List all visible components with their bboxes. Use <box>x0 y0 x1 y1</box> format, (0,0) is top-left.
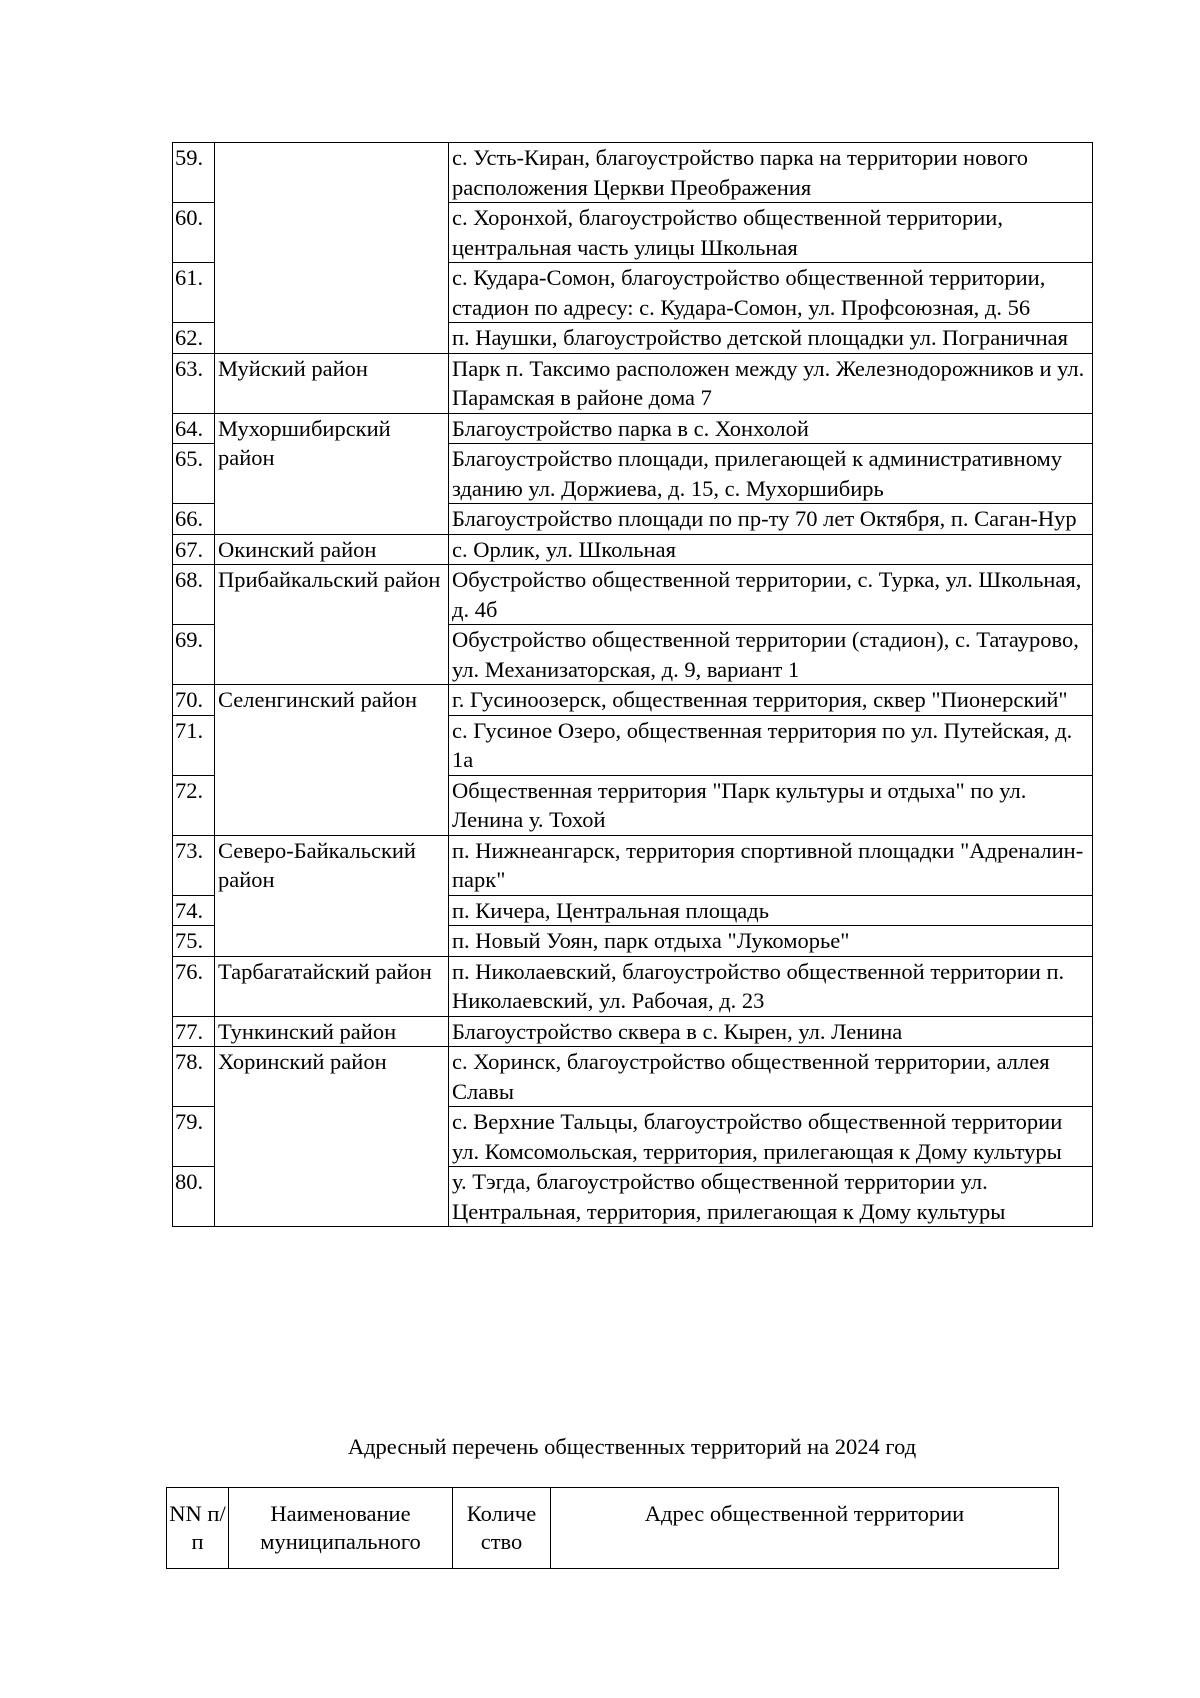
address-cell: Благоустройство парка в с. Хонхолой <box>449 413 1093 444</box>
row-number: 71. <box>173 715 215 775</box>
header-number: NN п/п <box>167 1488 229 1569</box>
table-row <box>173 1016 1093 1047</box>
table-row <box>173 1047 1093 1107</box>
row-number: 76. <box>173 956 215 1016</box>
address-cell: с. Орлик, ул. Школьная <box>449 534 1093 565</box>
row-number: 68. <box>173 565 215 625</box>
section-heading: Адресный перечень общественных территорий на 2024 год <box>347 1434 917 1459</box>
address-cell: с. Усть-Киран, благоустройство парка на территории нового расположения Церкви Преображения <box>449 143 1093 203</box>
table-header-row <box>167 1488 1059 1569</box>
header-municipality: Наименование муниципального <box>229 1488 453 1569</box>
row-number: 67. <box>173 534 215 565</box>
district-cell: Окинский район <box>215 534 449 565</box>
row-number: 80. <box>173 1167 215 1227</box>
table-row <box>173 835 1093 895</box>
row-number: 63. <box>173 353 215 413</box>
row-number: 69. <box>173 625 215 685</box>
district-cell: Муйский район <box>215 353 449 413</box>
territories-2024-table <box>166 1487 1059 1569</box>
address-cell: Благоустройство сквера в с. Кырен, ул. Ленина <box>449 1016 1093 1047</box>
address-cell: Благоустройство площади, прилегающей к административному зданию ул. Доржиева, д. 15, с. Мухоршибирь <box>449 444 1093 504</box>
address-cell: Обустройство общественной территории (стадион), с. Татаурово, ул. Механизаторская, д. 9, вариант 1 <box>449 625 1093 685</box>
row-number: 70. <box>173 685 215 716</box>
district-cell: Северо-Байкальский район <box>215 835 449 956</box>
table-row <box>173 413 1093 444</box>
address-cell: п. Кичера, Центральная площадь <box>449 895 1093 926</box>
address-cell: с. Гусиное Озеро, общественная территория по ул. Путейская, д. 1а <box>449 715 1093 775</box>
address-cell: с. Хоронхой, благоустройство общественной территории, центральная часть улицы Школьная <box>449 203 1093 263</box>
address-cell: п. Нижнеангарск, территория спортивной площадки "Адреналин-парк" <box>449 835 1093 895</box>
district-cell: Селенгинский район <box>215 685 449 836</box>
district-cell: Хоринский район <box>215 1047 449 1227</box>
table-row <box>173 143 1093 203</box>
district-cell: Мухоршибирский район <box>215 413 449 534</box>
header-quantity: Количе ство <box>453 1488 551 1569</box>
table-row <box>173 956 1093 1016</box>
row-number: 73. <box>173 835 215 895</box>
district-cell: Тарбагатайский район <box>215 956 449 1016</box>
table-row <box>173 685 1093 716</box>
address-cell: Обустройство общественной территории, с. Турка, ул. Школьная, д. 4б <box>449 565 1093 625</box>
row-number: 65. <box>173 444 215 504</box>
row-number: 77. <box>173 1016 215 1047</box>
address-cell: у. Тэгда, благоустройство общественной территории ул. Центральная, территория, прилегающая к Дому культуры <box>449 1167 1093 1227</box>
row-number: 60. <box>173 203 215 263</box>
row-number: 72. <box>173 775 215 835</box>
table-row <box>173 534 1093 565</box>
row-number: 75. <box>173 926 215 957</box>
address-cell: п. Наушки, благоустройство детской площадки ул. Пограничная <box>449 323 1093 354</box>
header-address: Адрес общественной территории <box>551 1488 1059 1569</box>
row-number: 66. <box>173 504 215 535</box>
table-row <box>173 353 1093 413</box>
district-cell <box>215 143 449 354</box>
address-cell: с. Верхние Тальцы, благоустройство общественной территории ул. Комсомольская, территория, прилегающая к Дому культуры <box>449 1107 1093 1167</box>
row-number: 62. <box>173 323 215 354</box>
address-cell: с. Хоринск, благоустройство общественной территории, аллея Славы <box>449 1047 1093 1107</box>
address-cell: с. Кудара-Сомон, благоустройство общественной территории, стадион по адресу: с. Кудара-Сомон, ул. Профсоюзная, д. 56 <box>449 263 1093 323</box>
row-number: 61. <box>173 263 215 323</box>
address-cell: п. Николаевский, благоустройство общественной территории п. Николаевский, ул. Рабочая, д. 23 <box>449 956 1093 1016</box>
row-number: 74. <box>173 895 215 926</box>
address-cell: Благоустройство площади по пр-ту 70 лет Октября, п. Саган-Нур <box>449 504 1093 535</box>
address-cell: Парк п. Таксимо расположен между ул. Железнодорожников и ул. Парамская в районе дома 7 <box>449 353 1093 413</box>
district-cell: Прибайкальский район <box>215 565 449 685</box>
territories-table <box>172 142 1093 1227</box>
table-row <box>173 565 1093 625</box>
row-number: 78. <box>173 1047 215 1107</box>
row-number: 59. <box>173 143 215 203</box>
address-cell: г. Гусиноозерск, общественная территория, сквер "Пионерский" <box>449 685 1093 716</box>
district-cell: Тункинский район <box>215 1016 449 1047</box>
row-number: 79. <box>173 1107 215 1167</box>
row-number: 64. <box>173 413 215 444</box>
address-cell: Общественная территория "Парк культуры и отдыха" по ул. Ленина у. Тохой <box>449 775 1093 835</box>
address-cell: п. Новый Уоян, парк отдыха "Лукоморье" <box>449 926 1093 957</box>
